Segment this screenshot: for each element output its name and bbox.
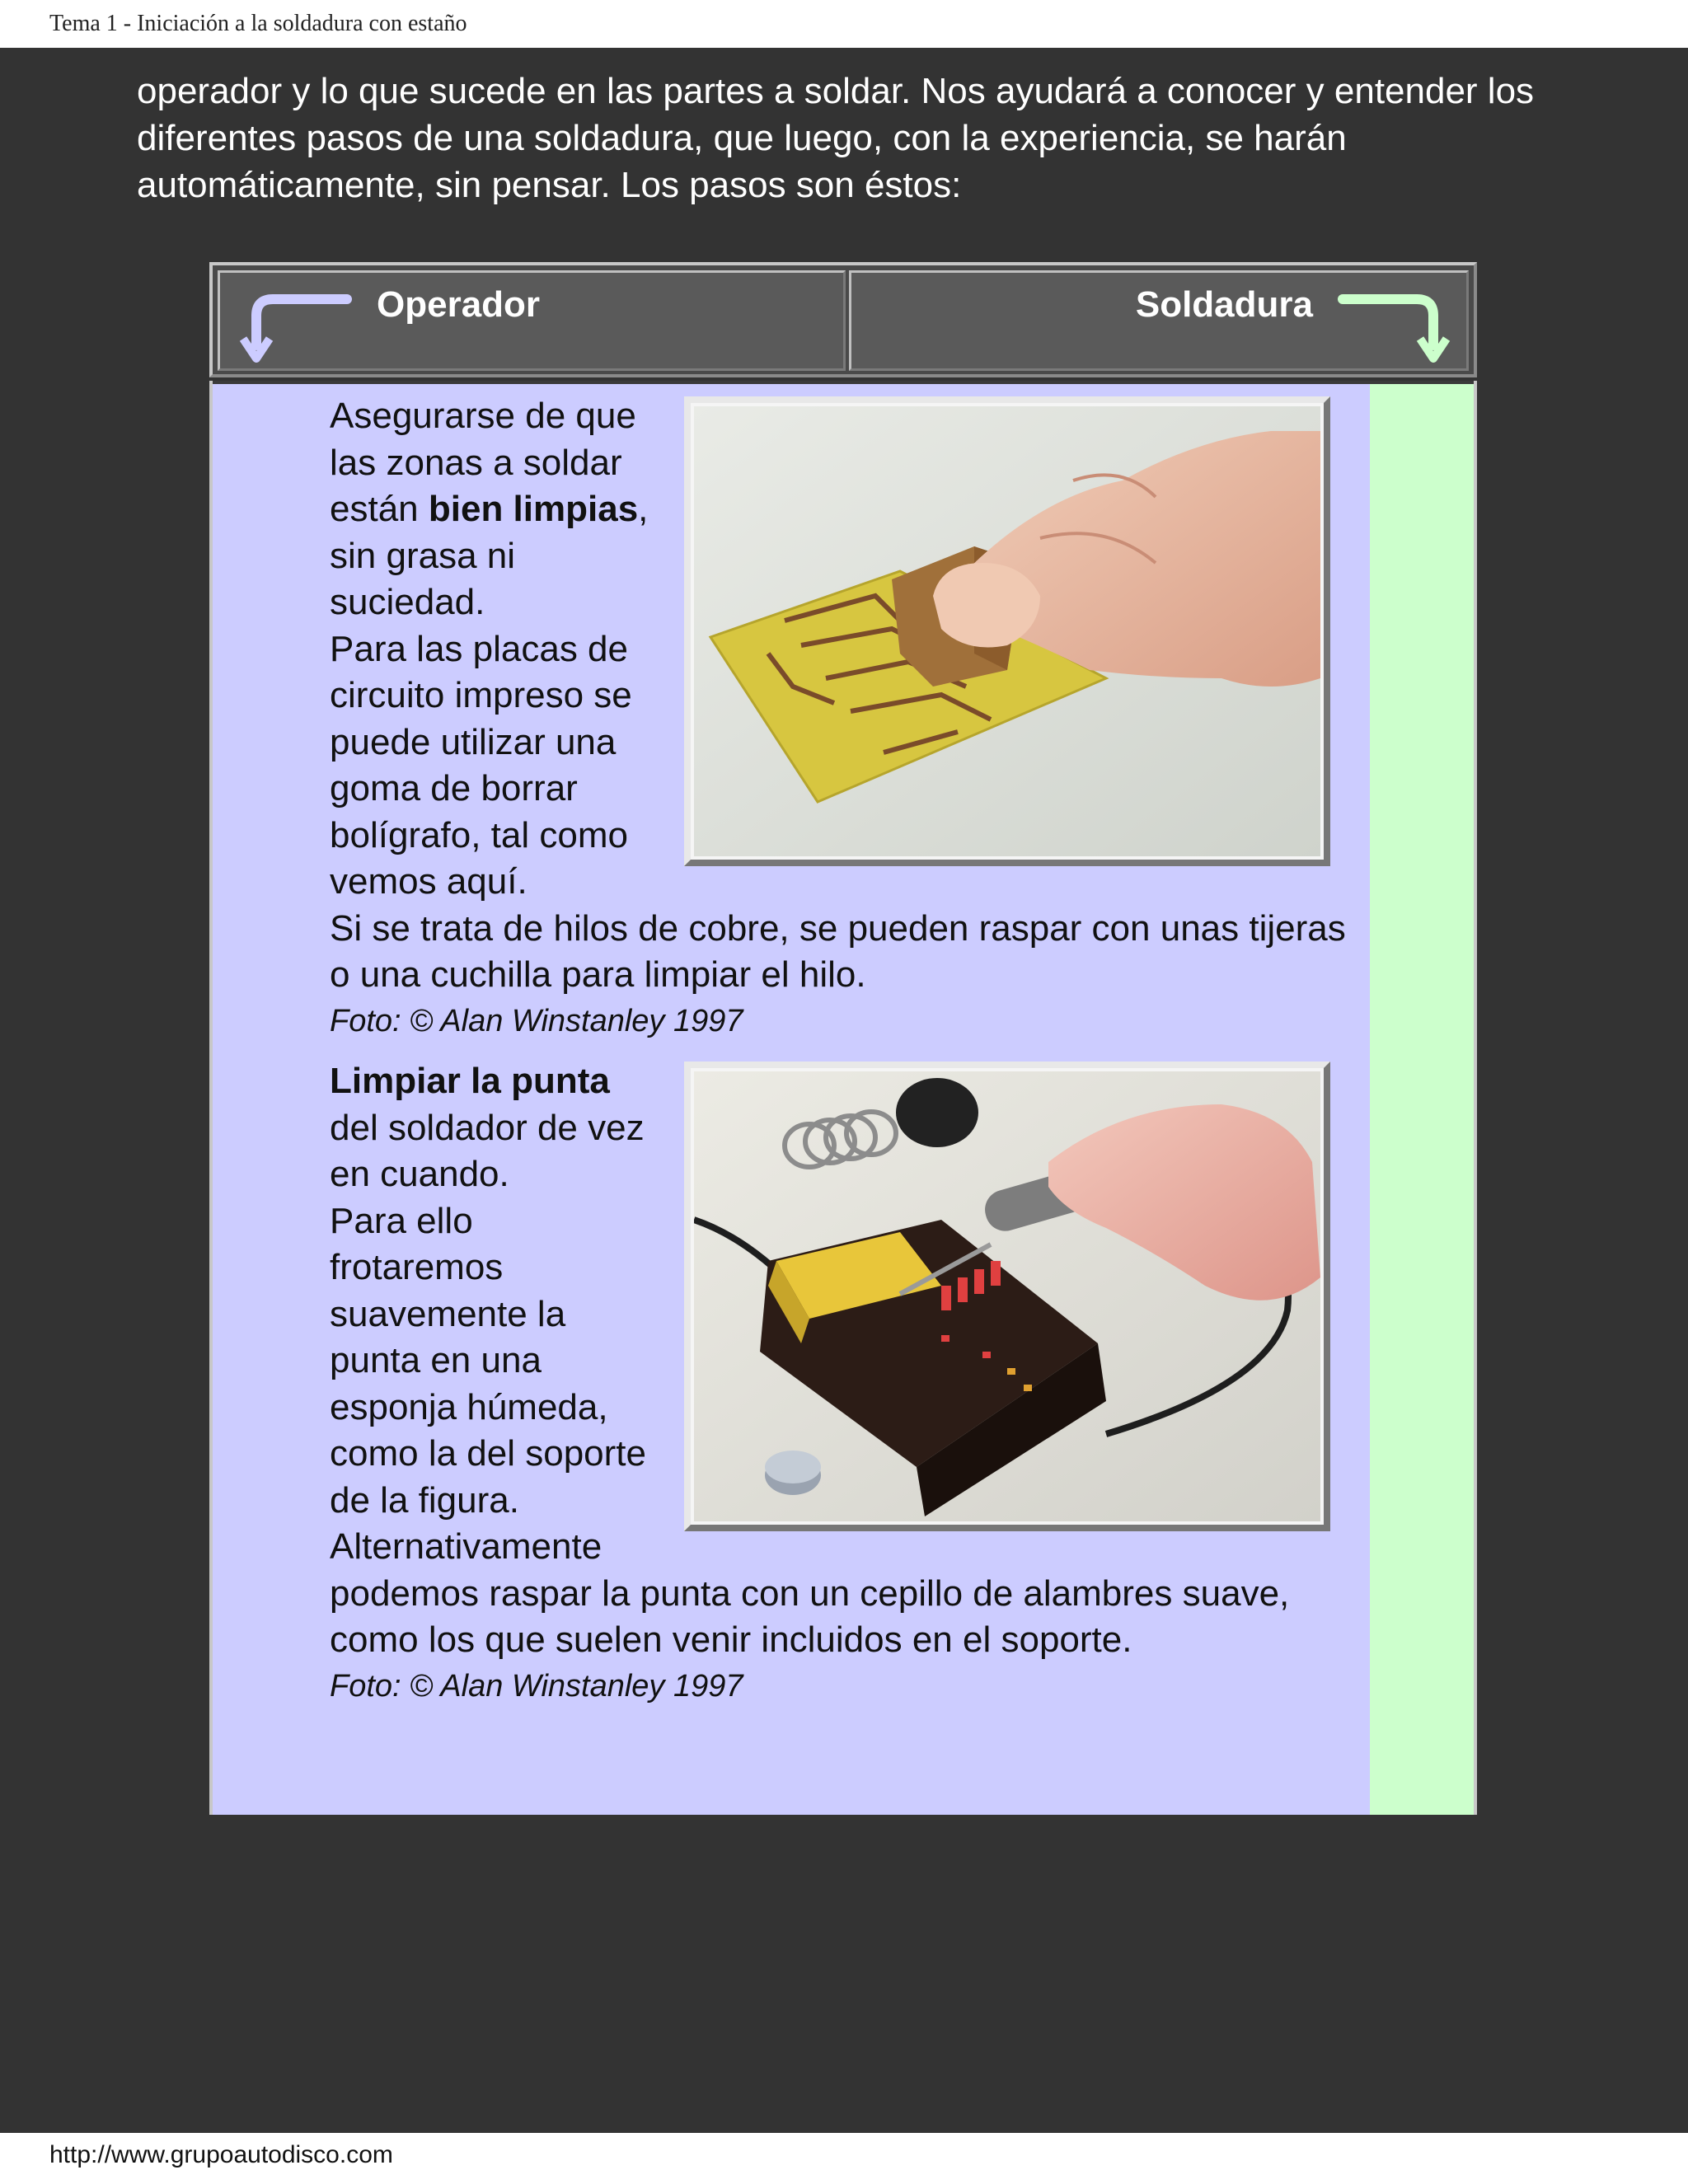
header-cell-soldadura <box>849 270 1469 371</box>
pcb-cleaning-photo <box>684 396 1330 866</box>
intro-paragraph: operador y lo que sucede en las partes a soldar. Nos ayudará a conocer y entender los diferentes pasos de una soldadura, que luego, con la experiencia, se harán automáticamente, sin pensar. Los pasos son éstos: <box>137 71 1535 205</box>
photo-credit: Foto: © Alan Winstanley 1997 <box>330 1003 743 1038</box>
step-clean-surfaces <box>330 393 1368 1042</box>
soldering-station-photo <box>684 1062 1330 1531</box>
step2-text-b: Para ello frotaremos suavemente la punta en una esponja húmeda, como la del soporte de la figura. <box>330 1200 646 1521</box>
step-clean-tip <box>330 1058 1368 1707</box>
arrow-down-right-icon <box>1334 288 1458 370</box>
soldering-station-image <box>694 1071 1320 1521</box>
step1-text-d: Si se trata de hilos de cobre, se pueden raspar con unas tijeras o una cuchilla para limpiar el hilo. <box>330 907 1346 995</box>
steps-table-header <box>209 262 1477 377</box>
page-header: Tema 1 - Iniciación a la soldadura con estaño <box>49 11 467 36</box>
photo-credit: Foto: © Alan Winstanley 1997 <box>330 1668 743 1704</box>
step1-text-b: , sin grasa ni suciedad. <box>330 489 649 622</box>
step2-text-c: Alternativamente podemos raspar la punta con un cepillo de alambres suave, como los que suelen venir incluidos en el soporte. <box>330 1526 1290 1660</box>
soldadura-header-label: Soldadura <box>1135 284 1313 325</box>
soldadura-column <box>1370 384 1474 1815</box>
step1-text-a: Asegurarse de que las zonas a soldar están <box>330 396 636 529</box>
step2-bold-text: Limpiar la punta <box>330 1061 610 1101</box>
operador-header-label: Operador <box>377 284 541 325</box>
page-footer-url: http://www.grupoautodisco.com <box>49 2141 393 2168</box>
header-cell-operador <box>218 270 846 371</box>
step1-text-c: Para las placas de circuito impreso se puede utilizar una goma de borrar bolígrafo, tal como vemos aquí. <box>330 628 632 902</box>
pcb-eraser-image <box>694 406 1320 856</box>
step1-bold-text: bien limpias <box>428 489 639 529</box>
arrow-down-left-icon <box>232 288 355 370</box>
step2-text-a: del soldador de vez en cuando. <box>330 1107 645 1194</box>
